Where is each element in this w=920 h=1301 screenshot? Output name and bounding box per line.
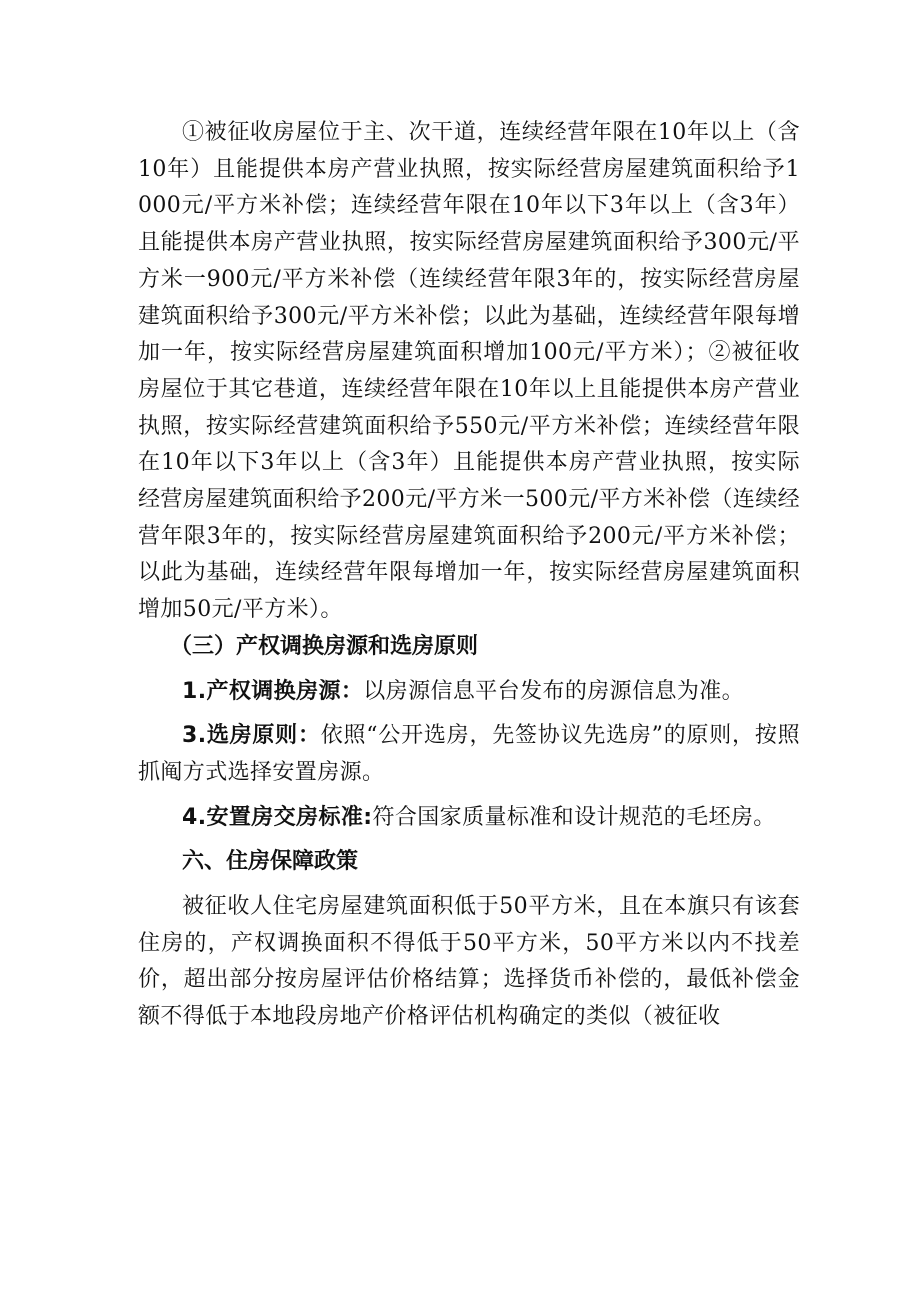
item-1-text: 以房源信息平台发布的房源信息为准。 [363,678,745,704]
item-1-paragraph [138,674,800,711]
item-4-text: 符合国家质量标准和设计规范的毛坯房。 [372,804,776,830]
housing-policy-paragraph: 被征收人住宅房屋建筑面积低于50平方米，且在本旗只有该套住房的，产权调换面积不得低于50平方米，50平方米以内不找差价，超出部分按房屋评估价格结算；选择货币补偿的，最低补偿金额不得低于本地段房地产价格评估机构确定的类似（被征收 [138,894,800,1030]
section-6-heading: 六、住房保障政策 [182,849,359,875]
compensation-paragraph: ①被征收房屋位于主、次干道，连续经营年限在10年以上（含10年）且能提供本房产营业执照，按实际经营房屋建筑面积给予1000元/平方米补偿；连续经营年限在10年以下3年以上（含3年）且能提供本房产营业执照，按实际经营房屋建筑面积给予300元/平方米一900元/平方米补偿（连续经营年限3年的，按实际经营房屋建筑面积给予300元/平方米补偿；以此为基础，连续经营年限每增加一年，按实际经营房屋建筑面积增加100元/平方米）；②被征收房屋位于其它巷道，连续经营年限在10年以上且能提供本房产营业执照，按实际经营建筑面积给予550元/平方米补偿；连续经营年限在10年以下3年以上（含3年）且能提供本房产营业执照，按实际经营房屋建筑面积给予200元/平方米一500元/平方米补偿（连续经营年限3年的，按实际经营房屋建筑面积给予200元/平方米补偿；以此为基础，连续经营年限每增加一年，按实际经营房屋建筑面积增加50元/平方米）。 [138,120,801,623]
item-3-text: 依照“公开选房，先签协议先选房”的原则，按照抓阄方式选择安置房源。 [138,723,801,785]
item-4-paragraph [138,800,800,837]
document-page [138,115,800,1036]
item-1-label: 1.产权调换房源： [182,678,364,704]
item-3-paragraph [138,718,800,791]
section-3-heading: （三）产权调换房源和选房原则 [170,633,479,659]
item-4-label: 4.安置房交房标准: [182,804,373,830]
item-3-label: 3.选房原则： [182,723,321,749]
